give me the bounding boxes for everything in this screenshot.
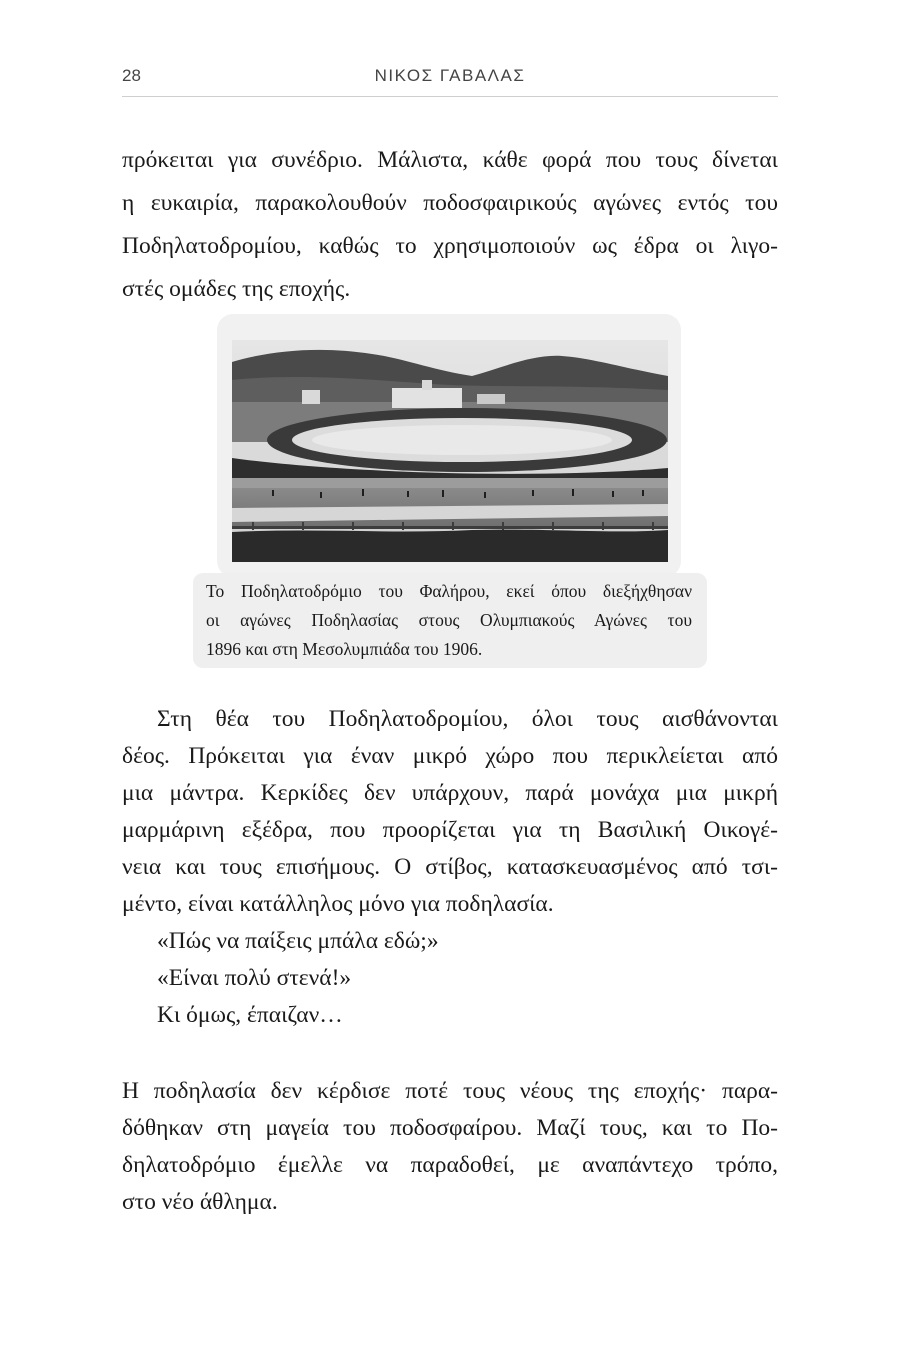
historic-photo-velodrome: [232, 340, 668, 562]
text-line: Ποδηλατοδρομίου, καθώς το χρησιμοποιούν ως έδρα οι λιγο-: [122, 233, 778, 259]
text-line: πρόκειται για συνέδριο. Μάλιστα, κάθε φορά που τους δίνεται: [122, 147, 778, 173]
text-line: Η ποδηλασία δεν κέρδισε ποτέ τους νέους της εποχής· παρα-: [122, 1078, 778, 1104]
caption-line: οι αγώνες Ποδηλασίας στους Ολυμπιακούς Αγώνες του: [206, 610, 692, 630]
text-line: δηλατοδρόμιο έμελλε να παραδοθεί, με αναπάντεχο τρόπο,: [122, 1152, 778, 1178]
caption-line: Το Ποδηλατοδρόμιο του Φαλήρου, εκεί όπου διεξήχθησαν: [206, 581, 692, 601]
text-line: στο νέο άθλημα.: [122, 1189, 278, 1215]
text-line: η ευκαιρία, παρακολουθούν ποδοσφαιρικούς αγώνες εντός του: [122, 190, 778, 216]
header-rule: [122, 96, 778, 97]
text-line: μια μάντρα. Κερκίδες δεν υπάρχουν, παρά μονάχα μια μικρή: [122, 780, 778, 806]
dialogue-line: «Πώς να παίξεις μπάλα εδώ;»: [157, 928, 439, 954]
dialogue-line: «Είναι πολύ στενά!»: [157, 965, 352, 991]
text-line: δόθηκαν στη μαγεία του ποδοσφαίρου. Μαζί τους, και το Πο-: [122, 1115, 778, 1141]
page-number: 28: [122, 66, 141, 85]
caption-line: 1896 και στη Μεσολυμπιάδα του 1906.: [206, 639, 483, 659]
text-line: μαρμάρινη εξέδρα, που προορίζεται για τη Βασιλική Οικογέ-: [122, 817, 778, 843]
text-line: μέντο, είναι κατάλληλος μόνο για ποδηλασία.: [122, 891, 554, 917]
text-line: Στη θέα του Ποδηλατοδρομίου, όλοι τους αισθάνονται: [157, 706, 778, 732]
dialogue-line: Κι όμως, έπαιζαν…: [157, 1002, 343, 1028]
text-line: στές ομάδες της εποχής.: [122, 276, 351, 302]
text-line: δέος. Πρόκειται για έναν μικρό χώρο που περικλείεται από: [122, 743, 778, 769]
text-line: νεια και τους επισήμους. Ο στίβος, κατασκευασμένος από τσι-: [122, 854, 778, 880]
running-head: ΝΙΚΟΣ ΓΑΒΑΛΑΣ: [374, 66, 526, 85]
